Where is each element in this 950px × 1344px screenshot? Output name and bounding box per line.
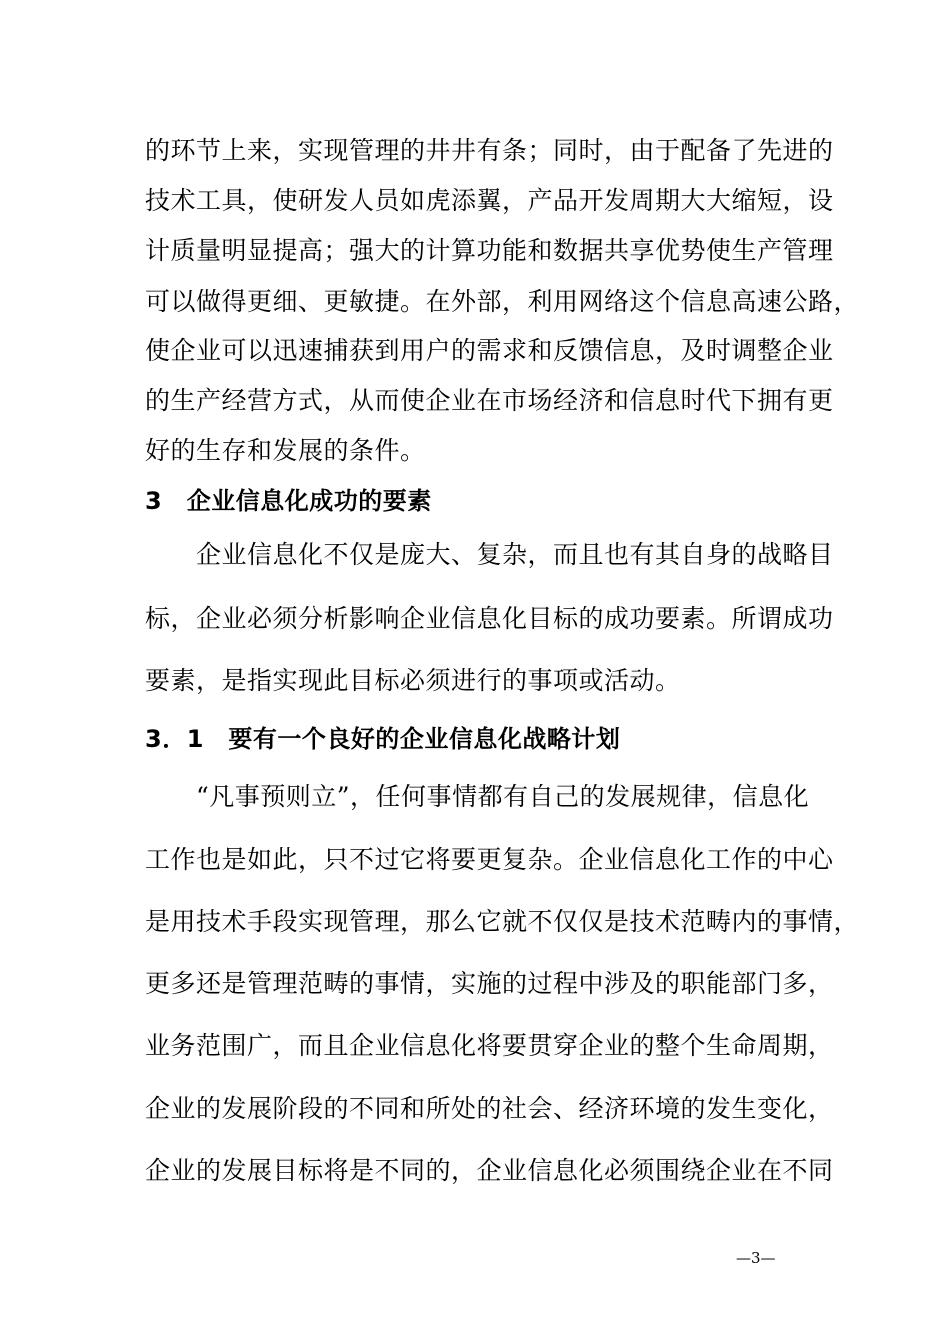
subsection-heading: 3．1 要有一个良好的企业信息化战略计划 xyxy=(145,725,621,753)
paragraph-line: 工作也是如此，只不过它将要更复杂。企业信息化工作的中心 xyxy=(145,845,834,874)
paragraph-line: “凡事预则立”，任何事情都有自己的发展规律，信息化 xyxy=(145,782,810,811)
page-number: —3— xyxy=(736,1249,776,1267)
paragraph-line: 是用技术手段实现管理，那么它就不仅仅是技术范畴内的事情， xyxy=(145,907,860,936)
paragraph-line: 可以做得更细、更敏捷。在外部，利用网络这个信息高速公路， xyxy=(145,287,860,316)
paragraph-line: 企业的发展目标将是不同的，企业信息化必须围绕企业在不同 xyxy=(145,1156,834,1185)
paragraph-line: 更多还是管理范畴的事情，实施的过程中涉及的职能部门多， xyxy=(145,969,834,998)
paragraph-line: 使企业可以迅速捕获到用户的需求和反馈信息，及时调整企业 xyxy=(145,336,834,365)
paragraph-line: 标，企业必须分析影响企业信息化目标的成功要素。所谓成功 xyxy=(145,604,834,633)
paragraph-line: 的环节上来，实现管理的井井有条；同时，由于配备了先进的 xyxy=(145,136,834,165)
section-heading: 3 企业信息化成功的要素 xyxy=(145,487,432,515)
paragraph-line: 的生产经营方式，从而使企业在市场经济和信息时代下拥有更 xyxy=(145,386,834,415)
paragraph-line: 企业信息化不仅是庞大、复杂，而且也有其自身的战略目 xyxy=(145,540,834,569)
paragraph-line: 要素，是指实现此目标必须进行的事项或活动。 xyxy=(145,666,681,695)
paragraph-line: 技术工具，使研发人员如虎添翼，产品开发周期大大缩短，设 xyxy=(145,186,834,215)
paragraph-line: 企业的发展阶段的不同和所处的社会、经济环境的发生变化， xyxy=(145,1094,834,1123)
paragraph-line: 好的生存和发展的条件。 xyxy=(145,436,426,465)
paragraph-line: 计质量明显提高；强大的计算功能和数据共享优势使生产管理 xyxy=(145,236,834,265)
paragraph-line: 业务范围广，而且企业信息化将要贯穿企业的整个生命周期， xyxy=(145,1031,834,1060)
